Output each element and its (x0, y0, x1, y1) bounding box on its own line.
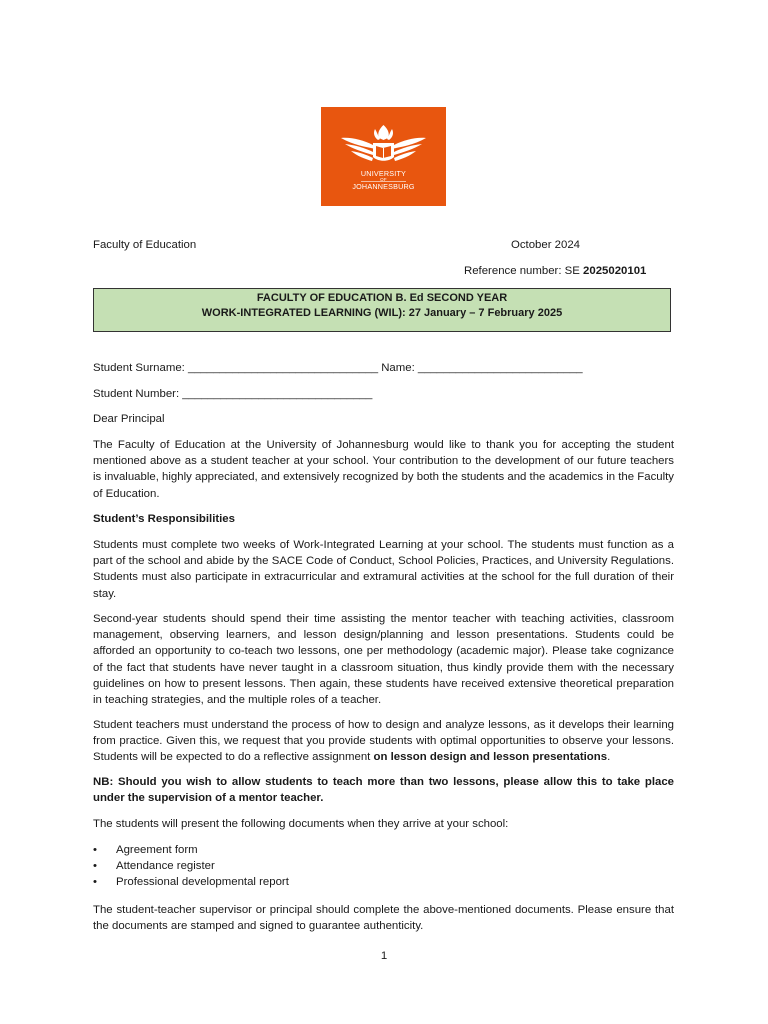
faculty-name: Faculty of Education (93, 239, 197, 251)
document-agreement-form: Agreement form (116, 844, 198, 856)
document-development-report: Professional developmental report (116, 876, 289, 889)
closing-paragraph: The student-teacher supervisor or principal should complete the above-mentioned documents. Please ensure that the documents are stamped and signed to guarantee authenticity. (93, 904, 674, 933)
bullet-icon: • (93, 860, 97, 873)
banner-title: FACULTY OF EDUCATION B. Ed SECOND YEAR (256, 292, 508, 304)
list-item (93, 842, 289, 858)
documents-list (93, 842, 289, 891)
student-number-field: Student Number: ______________________________ (93, 388, 373, 400)
student-surname-name-field: Student Surname: ______________________________ Name: __________________________ (93, 362, 583, 374)
responsibilities-paragraph-1: Students must complete two weeks of Work-Integrated Learning at your school. The students must function as a part of the school and abide by the SACE Code of Conduct, School Policies, Practices, and University Regulations. Students must also participate in extracurricular and extramural activities at the school for the full duration of their stay. (93, 539, 674, 600)
logo-text-johannesburg: JOHANNESBURG (352, 182, 415, 191)
reference-label: Reference number: SE (464, 265, 584, 277)
list-item (93, 858, 289, 874)
responsibilities-heading: Student’s Responsibilities (93, 513, 235, 525)
logo-text-university: UNIVERSITY (360, 169, 407, 178)
university-crest-icon (321, 107, 446, 206)
intro-paragraph: The Faculty of Education at the University of Johannesburg would like to thank you for accepting the student mentioned above as a student teacher at your school. Your contribution to the development of our future teachers is invaluable, highly appreciated, and extensively recognized by both the students and the academics in the Faculty of Education. (93, 439, 674, 500)
bullet-icon: • (93, 844, 97, 856)
banner-subtitle: WORK-INTEGRATED LEARNING (WIL): 27 January – 7 February 2025 (201, 307, 563, 319)
documents-intro: The students will present the following documents when they arrive at your school: (93, 818, 509, 830)
paragraph-3-text: Student teachers must understand the process of how to design and analyze lessons, as it develops their learning from practice. Given this, we request that you provide students with optimal opportunities to observe your lessons. Students will be expected to do a reflective assignment (93, 719, 674, 764)
reference-number (464, 263, 646, 279)
letter-date: October 2024 (511, 239, 581, 251)
logo-text-of: OF (380, 177, 387, 182)
responsibilities-paragraph-3 (93, 717, 674, 766)
bullet-icon: • (93, 876, 97, 889)
page-number: 1 (380, 950, 388, 962)
paragraph-3-end: . (607, 751, 611, 764)
reference-value: 2025020101 (583, 265, 647, 277)
paragraph-3-bold: on lesson design and lesson presentations (373, 751, 608, 764)
university-logo (321, 107, 446, 206)
document-attendance-register: Attendance register (116, 860, 215, 873)
wil-banner (93, 288, 671, 332)
salutation: Dear Principal (93, 413, 165, 425)
responsibilities-paragraph-2: Second-year students should spend their time assisting the mentor teacher with teaching activities, classroom management, observing learners, and lesson design/planning and lesson presentations. Students could be afforded an opportunity to co-teach two lessons, one per methodology (academic major). Please take cognizance of the fact that students have never taught in a classroom situation, thus kindly provide them with the necessary guidelines on how to present lessons. Then again, these students have received extensive theoretical preparation in teaching strategies, and the multiple roles of a teacher. (93, 613, 674, 707)
nb-note: NB: Should you wish to allow students to teach more than two lessons, please allow this to take place under the supervision of a mentor teacher. (93, 776, 674, 805)
list-item (93, 874, 289, 890)
